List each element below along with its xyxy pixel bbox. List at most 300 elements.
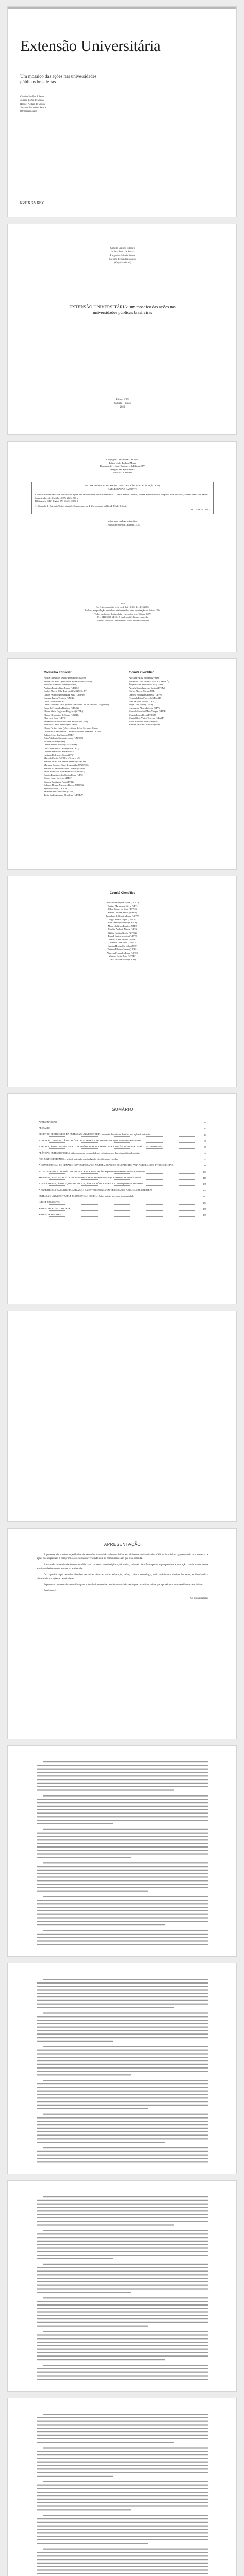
text-line (37, 1789, 174, 1790)
council-right (129, 671, 206, 727)
text-line (37, 2526, 208, 2527)
toc-entry-page: 189 (203, 1214, 206, 1216)
member-name: Francisco Carlos Duarte (PUC-PR) (44, 723, 77, 726)
footer-line: Conheça os nossos lançamentos: www.editoracrv.com.br (96, 619, 149, 622)
text-line (43, 2046, 208, 2047)
text-line (37, 2097, 208, 2098)
text-line (37, 2267, 208, 2268)
text-line (37, 2292, 131, 2293)
toc-entry-page: 187 (203, 1208, 206, 1210)
committee-page (7, 876, 237, 1087)
text-line (37, 2368, 208, 2369)
copyright-page (7, 441, 237, 652)
member-name: Solange Helena Ximenes-Rocha (UFOPA) (44, 784, 84, 786)
member-name: Sérgio Nunes de Jesus (IFRO) (44, 777, 72, 779)
committee-title: Comitê Científico (109, 892, 136, 895)
text-line (37, 2064, 208, 2065)
member-name: Marcia Lopes Reis (UNESP) (129, 713, 156, 716)
paragraph: Esperamos que esta obra contribua para o fortalecimento da extensão universitária e inspire novas iniciativas que aproximem a universidade da sociedade. (44, 1584, 203, 1587)
text-line (37, 1937, 208, 1938)
member-name: Yara Teixeira Mello (UFRJ) (109, 958, 136, 961)
text-lines-placeholder (8, 2181, 237, 2392)
paragraph: A presente obra reúne experiências de extensão universitária desenvolvidas em diferentes universidades públicas brasileiras, apresentando um mosaico de ações que expressam o compromisso social da universidade com as comunidades em que está inserida. (37, 1554, 208, 1561)
member-name: Élsio José Corá (UFFS) (44, 717, 66, 719)
toc-entry[interactable] (39, 1151, 206, 1155)
publisher-line: 2023 (120, 406, 125, 409)
footer-line: Proibida a reprodução parcial ou total desta obra sem autorização da Editora CRV (84, 609, 161, 612)
member-name: Rafael Santos Moreira (UFPB) (108, 935, 137, 937)
text-line (37, 2050, 208, 2051)
member-name: Maria de Lourdes Pinto de Almeida (UNOESC) (44, 764, 89, 766)
text-line (37, 1843, 208, 1844)
credit-line: Imagem de Capa: Freepik (110, 468, 135, 471)
text-line (37, 2210, 208, 2211)
text-line (43, 2297, 208, 2298)
member-name: Elaine Cristina Bastos (UFRR) (108, 911, 137, 914)
presentation-signature: Os organizadores (190, 1597, 208, 1600)
text-line (37, 2030, 208, 2031)
toc-entry[interactable] (39, 1195, 206, 1198)
text-line (37, 1934, 208, 1935)
text-line (37, 2555, 208, 2556)
organizers-role: (Organizadores) (114, 262, 131, 264)
text-line (37, 2311, 208, 2312)
member-name: Marília Andrade Nunes (UFC) (108, 928, 137, 930)
text-line (37, 2033, 208, 2035)
publisher-line: Editora CRV (116, 399, 129, 401)
member-name: Josania Portela (UFPI) (44, 740, 65, 743)
text-line (37, 2060, 208, 2061)
member-name: Andréa Gonçalves dos Santos (UFSM) (129, 686, 166, 689)
text-line (43, 2549, 208, 2550)
text-line (37, 2502, 208, 2503)
text-line (43, 1795, 208, 1796)
text-line (37, 1806, 208, 1807)
text-lines-placeholder (8, 1963, 237, 2174)
text-line (37, 2326, 148, 2327)
text-line (37, 1866, 208, 1867)
text-line (37, 2304, 208, 2306)
council-left-title: Conselho Editorial: (44, 671, 73, 674)
toc-entry-title: A IMPLEMENTAÇÃO DE AÇÕES DE EDUCAÇÃO EM SAÚDE NA ESCOLA: uma experiência de extensão (39, 1182, 199, 1186)
text-line (37, 1836, 208, 1837)
text-line (37, 1857, 131, 1858)
text-line (37, 2476, 113, 2477)
presentation-page (7, 1528, 237, 1739)
cover-bar-top (8, 7, 237, 9)
member-name: Elizeu Clementino de Souza (UNEB) (44, 713, 79, 716)
text-line (37, 1812, 208, 1814)
organizer-name: Raquel Ardais de Souza (20, 103, 45, 106)
member-name: Fernando Antônio Gonçalves Alcoforado (IPB) (44, 720, 88, 723)
toc-entry-title: A PRODUÇÃO DE CONHECIMENTO ACADÊMICO: PERCEBENDO AS EXPERIÊNCIAS DA EXTENSÃO UNIVERSITÁRIA (39, 1145, 199, 1149)
text-line (37, 2071, 208, 2072)
text-line (43, 2515, 208, 2516)
cover-title: Extensão Universitária (20, 37, 161, 55)
text-line (37, 2207, 208, 2208)
text-line (43, 2447, 208, 2448)
text-line (37, 2101, 208, 2102)
text-line (37, 2255, 208, 2256)
text-line (37, 2342, 208, 2343)
toc-entry[interactable] (39, 1133, 206, 1137)
text-line (37, 2241, 208, 2242)
text-line (43, 2331, 208, 2332)
paragraph: Boa leitura! (44, 1590, 56, 1593)
text-line (37, 2200, 208, 2201)
text-line (37, 2278, 208, 2279)
title-page (7, 224, 237, 435)
text-line (37, 1833, 208, 1834)
text-line (37, 2532, 208, 2533)
member-name: Jailson Alves dos Santos (UFRJ) (44, 733, 75, 736)
toc-entry-page: 167 (203, 1195, 206, 1198)
toc-entry[interactable] (39, 1182, 206, 1186)
toc-entry[interactable] (39, 1207, 206, 1211)
member-name: Tatiana Ribeiro Gomes (UFBA) (107, 948, 138, 951)
text-line (37, 1914, 208, 1915)
text-line (43, 1862, 208, 1863)
body-text-page (7, 1745, 237, 1957)
text-line (37, 2131, 208, 2132)
index-title: Índice para catálogo sistemático (107, 520, 138, 522)
text-line (43, 2114, 208, 2115)
toc-entry-page: 89 (204, 1164, 206, 1167)
text-line (37, 2417, 208, 2418)
text-line (37, 2121, 208, 2122)
member-name: Celso Conti (UFSCar) (44, 700, 65, 703)
text-line (37, 2027, 208, 2028)
text-line (43, 2080, 208, 2081)
member-name: Luciana de Almeida Leite (UFV) (129, 706, 160, 709)
blank-page (7, 1311, 237, 1522)
member-name: Luís Henrique Matos (UFMA) (108, 921, 137, 924)
toc-entry-page: 13 (204, 1127, 206, 1130)
text-line (37, 1775, 208, 1776)
text-line (37, 2352, 208, 2353)
toc-entry-title: A EXPERIÊNCIA DA CURRICULARIZAÇÃO DA EXTENSÃO NAS UNIVERSIDADES PÚBLICAS BRASILEIRAS (39, 1189, 199, 1192)
footer-line: Tel.: (41) 3039-6418 – E-mail: sac@editoracrv.com.br (97, 616, 148, 618)
cip-box (31, 482, 214, 514)
council-left-list (44, 676, 121, 797)
text-line (37, 2539, 208, 2540)
member-name: Carmen Tereza Velanga (UNIR) (44, 697, 74, 699)
text-line (43, 1930, 208, 1931)
member-name: Sandra Helena Carvalho (UFS) (108, 944, 137, 947)
text-line (37, 2117, 208, 2118)
text-line (37, 1870, 208, 1871)
member-name: Carlos Federico Dominguez Avila (Unieuro) (44, 693, 86, 696)
member-name: Maria Odete Vieira Tenreiro (UFAM) (129, 717, 164, 719)
cip-index (8, 520, 237, 527)
text-line (37, 2499, 208, 2500)
toc-entry[interactable] (39, 1139, 206, 1143)
text-line (37, 2355, 208, 2357)
title-page-title: EXTENSÃO UNIVERSITÁRIA: um mosaico das ações nas universidades públicas brasileiras (69, 304, 176, 315)
summary-title: SUMÁRIO (112, 1107, 133, 1112)
toc-entry[interactable] (39, 1158, 206, 1161)
toc-entry-title: ATIVIDADES DE EXTENSÃO EM TECNOLOGIA E EDUCAÇÃO: experiências de ensino remoto e presencial (39, 1170, 199, 1174)
text-line (37, 1820, 208, 1821)
member-name: Maria Lília Imbiriba Sousa Colares (UFOPA) (44, 767, 87, 770)
member-name: Paulo Romualdo Hernandes (UNIFAL-MG) (44, 770, 85, 773)
text-line (37, 2451, 208, 2452)
toc-entry-title: REGISTRO ELETRÔNICO DA EXTENSÃO UNIVERSITÁRIA: memória, diretrizes e desafios nas ações de extensão (39, 1133, 199, 1137)
text-line (37, 2372, 208, 2373)
toc-entry-page: 47 (204, 1146, 206, 1148)
text-line (37, 1786, 208, 1787)
text-line (37, 2462, 208, 2463)
member-name: Anderson Luiz Tedesco (UNOCHAPECÓ) (129, 680, 169, 683)
toc-entry-page: 135 (203, 1183, 206, 1185)
member-name: Lourdes Helena da Silva (UFV) (44, 750, 74, 753)
council-right-title: Comitê Científico: (129, 671, 156, 674)
text-line (37, 2522, 208, 2523)
text-line (37, 2161, 208, 2162)
toc-entry-page: 151 (203, 1189, 206, 1192)
text-line (37, 2244, 208, 2245)
member-name: Marcelo Siqueira Maia Vinagre (UFPR) (129, 710, 167, 713)
member-name: Eduardo Fernandes Barbosa (UFMG) (44, 706, 79, 709)
member-name: Cesar Gerónimo Tello (Univer. Nacional Três de Febrero – Argentina) (44, 703, 109, 706)
toc-entry-title: PRÁTICAS EXTENSIONISTAS: diálogos com a comunidade no enfrentamento das vulnerabilidades sociais (39, 1151, 199, 1155)
text-line (37, 1816, 208, 1817)
text-line (37, 2128, 208, 2129)
footer-year: 2023 (120, 602, 125, 605)
text-line (37, 2454, 208, 2455)
text-line (37, 2472, 208, 2473)
text-line (37, 2308, 208, 2309)
cover-logo: EDITORA CRV (20, 201, 44, 205)
text-line (37, 2359, 165, 2360)
text-line (37, 2563, 208, 2564)
member-name: Marcelo Paixão (UFRJ e UTexas – US) (44, 757, 81, 759)
text-line (37, 2458, 208, 2459)
text-line (37, 2536, 208, 2537)
title-page-organizers (8, 247, 237, 265)
publisher-line: Curitiba – Brasil (113, 402, 132, 405)
toc-entry-title: SEGURANÇA E EDUCAÇÃO EXTENSIONISTA: relato de extensão da Liga Acadêmica de Saúde Coletiva (39, 1176, 199, 1180)
text-line (37, 2315, 208, 2316)
member-name: Tania Suely Azevedo Brasileiro (UFOPA) (44, 793, 83, 796)
toc-entry-title: ÍNDICE REMISSIVO (39, 1201, 199, 1205)
text-line (37, 2023, 208, 2024)
text-line (37, 2091, 208, 2092)
text-line (37, 2495, 208, 2496)
cover-organizers (20, 95, 113, 113)
text-line (37, 2485, 208, 2486)
member-name: Gloria Fariñas León (Universidade de La Havana – Cuba) (44, 726, 98, 730)
text-line (37, 1891, 148, 1892)
text-line (37, 1853, 208, 1854)
cover-subtitle: Um mosaico das ações nas universidades públicas brasileiras (20, 74, 97, 84)
text-line (37, 2573, 208, 2574)
title-page-publisher (8, 398, 237, 409)
paragraph: A extensão universitária é compreendida como processo interdisciplinar, educativo, cultural, científico e político que promove a interação transformadora entre a universidade e outros setores da sociedade. (37, 1564, 208, 1570)
text-line (37, 2105, 208, 2106)
text-line (37, 2552, 208, 2553)
text-line (37, 2424, 208, 2425)
text-line (37, 1944, 208, 1945)
text-line (37, 2274, 208, 2275)
text-line (37, 2041, 113, 2042)
text-line (37, 1839, 208, 1840)
toc-entry[interactable] (39, 1145, 206, 1149)
organizer-name: Stefano Perna dos Santos (20, 107, 46, 109)
committee-list (8, 901, 237, 961)
text-line (43, 2414, 208, 2415)
text-line (43, 2196, 208, 2197)
text-line (37, 1900, 208, 1901)
toc-entry[interactable] (39, 1127, 206, 1130)
toc-entry-title: NÓS JUNTOS PODEMOS – ação de extensão em divulgação científica com escolas (39, 1158, 199, 1161)
toc-entry[interactable] (39, 1121, 206, 1124)
text-line (37, 1921, 208, 1922)
index-entry: 1. Educação superior – Ensino – 378 (105, 523, 140, 526)
text-line (37, 1887, 208, 1888)
text-line (37, 2529, 208, 2530)
text-line (37, 2509, 131, 2510)
toc-entry[interactable] (39, 1176, 206, 1180)
member-name: Renata Alves Feitosa (UFPE) (108, 938, 137, 941)
toc-entry[interactable] (39, 1201, 206, 1205)
text-lines-placeholder (8, 1746, 237, 1957)
toc-entry-title: EXTENSÃO UNIVERSITÁRIA: AÇÕES DE EXTENSÃO: um panorama das ações extensionistas na UFPel (39, 1139, 199, 1143)
organizer-name: Stefano Perna dos Santos (109, 258, 136, 261)
text-line (37, 1772, 208, 1773)
text-line (37, 2108, 148, 2109)
copyright-footer (8, 602, 237, 622)
toc-entry[interactable] (39, 1164, 206, 1167)
member-name: Ione da Silva Jovino (UEPG) (129, 700, 156, 703)
cip-subtitle: CATALOGAÇÃO NA FONTE (108, 487, 137, 490)
text-line (37, 2020, 208, 2021)
text-line (37, 1940, 208, 1941)
body-text-page (7, 1963, 237, 2174)
member-name: Renato Francisco dos Santos Paula (UFG) (44, 773, 84, 776)
council-left (44, 671, 121, 797)
credit-line: Editor-chefe: Railson Moura (109, 461, 136, 464)
member-name: Aldira Guimarães Duarte Domínguez (UNB) (44, 676, 86, 679)
body-text-page (7, 2180, 237, 2392)
toc-entry-page: 103 (203, 1171, 206, 1173)
toc-entry-page: 15 (204, 1133, 206, 1136)
toc-entry-page: 31 (204, 1140, 206, 1142)
text-line (37, 2037, 208, 2038)
text-line (37, 2251, 208, 2252)
text-line (37, 1809, 208, 1810)
member-name: Simone Teresinha Gnoatto (UFSC) (129, 723, 162, 726)
text-line (37, 1799, 208, 1800)
text-line (37, 1989, 208, 1990)
text-line (43, 2230, 208, 2231)
toc-entry-title: EXTENSÃO UNIVERSITÁRIA E PARTICIPAÇÃO SOCIAL: Ações na interface com a comunidade (39, 1195, 199, 1198)
text-line (37, 2431, 208, 2432)
organizer-name: Raquel Ardais de Souza (110, 255, 135, 257)
text-line (37, 1982, 208, 1984)
member-name: João Adalberto Campato Junior (UNESP) (44, 737, 83, 739)
text-line (37, 2057, 208, 2058)
text-line (37, 2224, 174, 2225)
text-line (37, 2217, 208, 2218)
text-line (37, 2094, 208, 2095)
text-line (37, 1850, 208, 1851)
credit-line: Copyright © da Editora CRV Ltda. (106, 458, 139, 461)
text-line (37, 1903, 208, 1904)
organizer-name: Camilo Sanfins Ribeiro (110, 247, 135, 250)
toc-entry-title: APRESENTAÇÃO (39, 1121, 199, 1124)
organizer-name: Juliana Porto de Souza (20, 99, 44, 102)
text-line (37, 2247, 208, 2248)
text-line (37, 2004, 208, 2005)
text-line (43, 2365, 208, 2366)
member-name: Jaqueline de Oliveira Lima (UFPA) (106, 914, 139, 917)
toc-entry-page: 11 (204, 1121, 206, 1124)
member-name: Fernanda Ester Flores (UNEMAT) (129, 697, 161, 699)
text-line (37, 1783, 208, 1784)
toc-entry-page: 59 (204, 1152, 206, 1155)
text-line (37, 2237, 208, 2238)
text-line (37, 1765, 208, 1766)
text-line (37, 2214, 208, 2215)
text-line (37, 2087, 208, 2088)
toc-entry[interactable] (39, 1213, 206, 1217)
text-line (37, 2142, 165, 2143)
text-line (37, 2428, 208, 2429)
text-line (37, 1769, 208, 1770)
member-name: Elione Maria Nogueira Diogenes (UFAL) (44, 710, 83, 713)
copyright-credits (8, 458, 237, 475)
presentation-title: APRESENTAÇÃO (104, 1542, 141, 1547)
text-line (37, 2007, 174, 2008)
member-name: Paulo Henrique Tomazini (UFC) (129, 720, 159, 723)
text-line (37, 2322, 208, 2323)
member-name: Sydione Santos (UEPG) (44, 787, 67, 790)
text-line (37, 2288, 208, 2289)
member-name: Simone Rodrigues Pinto (UNB) (44, 780, 74, 783)
council-right-list (129, 676, 206, 727)
text-line (37, 2158, 208, 2159)
member-name: Edna Gomes da Silva (UFAC) (108, 908, 137, 910)
text-line (43, 2012, 208, 2013)
text-line (37, 1996, 208, 1997)
text-line (37, 2124, 208, 2125)
text-line (37, 2345, 208, 2346)
text-line (43, 2147, 208, 2148)
text-line (37, 2318, 208, 2319)
toc-entry[interactable] (39, 1189, 206, 1192)
footer-line: Foi feito o depósito legal conf. Lei 10.994 de 14/12/2004 (96, 605, 149, 608)
text-line (37, 2067, 208, 2069)
member-name: Maria Cristina dos Santos Bezerra (UFSCar) (44, 760, 86, 763)
toc-entry[interactable] (39, 1170, 206, 1174)
toc-entry-page: 119 (203, 1177, 206, 1179)
text-line (37, 2221, 208, 2222)
cip-cdu: CDU 378 CDD 378.1 (189, 508, 210, 511)
text-line (37, 2138, 208, 2139)
text-line (37, 1880, 208, 1881)
cip-subjects: 1. Educação 2. Extensão Universitária 3. Ensino superior 4. Universidade pública I. Título II. Série (35, 504, 127, 507)
text-line (37, 2435, 208, 2436)
text-line (37, 2442, 174, 2443)
text-line (43, 2264, 208, 2265)
presentation-body (37, 1553, 208, 1600)
text-line (37, 2074, 131, 2075)
text-line (37, 2505, 208, 2506)
text-line (37, 2488, 208, 2489)
text-line (37, 2349, 208, 2350)
member-name: Jorge Luiz Vieira (UNIR) (129, 703, 153, 706)
